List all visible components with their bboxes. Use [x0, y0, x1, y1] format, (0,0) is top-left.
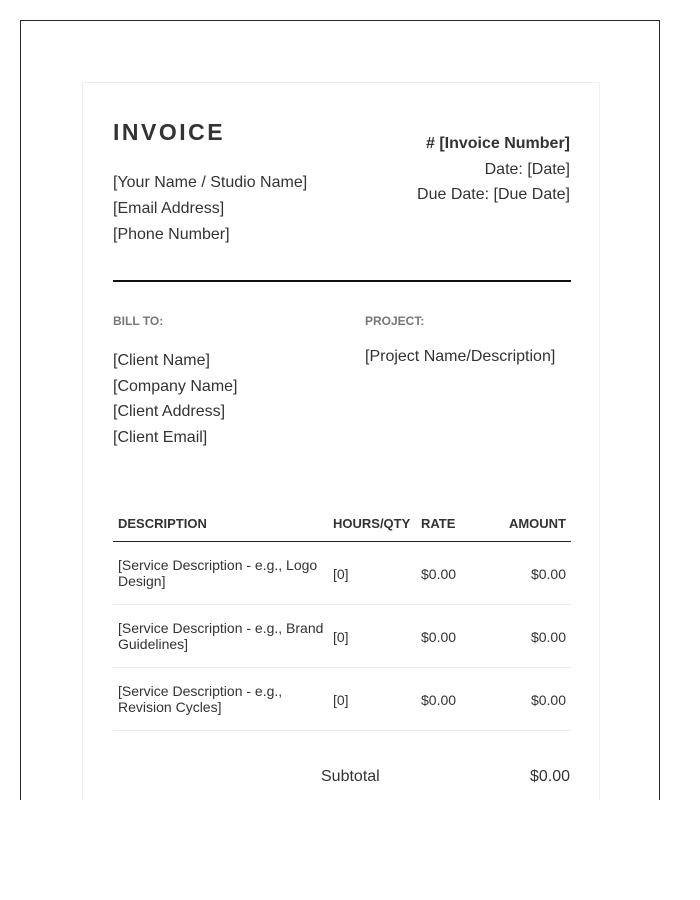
table-header: [113, 506, 571, 542]
document-frame: [20, 20, 660, 800]
row-amount: $0.00: [530, 692, 566, 708]
bill-to-details: [113, 348, 238, 451]
bill-to-label: BILL TO:: [113, 314, 164, 328]
project-description: [Project Name/Description]: [365, 348, 556, 365]
header-divider: [113, 280, 571, 282]
invoice-meta: [417, 131, 570, 208]
header-hours: HOURS/QTY: [333, 516, 411, 531]
invoice-number: # [Invoice Number]: [425, 135, 570, 152]
row-rate: $0.00: [421, 566, 457, 582]
invoice-title: INVOICE: [113, 119, 226, 145]
project-label: PROJECT:: [365, 314, 425, 328]
row-hours: [0]: [333, 629, 349, 645]
sender-email: [Email Address]: [113, 200, 225, 217]
row-rate: $0.00: [421, 629, 457, 645]
sender-phone: [Phone Number]: [113, 226, 230, 243]
row-rate: $0.00: [421, 692, 457, 708]
client-address: [Client Address]: [113, 403, 226, 421]
header-amount: AMOUNT: [508, 516, 566, 531]
header-rate: RATE: [421, 516, 456, 531]
client-name: [Client Name]: [113, 352, 210, 369]
invoice-due-date: Due Date: [Due Date]: [417, 186, 570, 203]
subtotal-label: Subtotal: [321, 768, 380, 785]
client-company: [Company Name]: [113, 377, 238, 395]
row-description: [Service Description - e.g., Logo Design]: [118, 557, 318, 589]
line-items-table: [113, 506, 571, 731]
row-hours: [0]: [333, 692, 349, 708]
table-row: [113, 542, 571, 605]
subtotal-value: $0.00: [529, 768, 570, 785]
row-description: [Service Description - e.g., Brand Guidelines]: [118, 620, 324, 652]
row-amount: $0.00: [530, 629, 566, 645]
invoice-date: Date: [Date]: [484, 160, 570, 178]
client-email: [Client Email]: [113, 429, 208, 447]
row-description: [Service Description - e.g., Revision Cycles]: [118, 683, 283, 715]
table-row: [113, 668, 571, 731]
table-row: [113, 605, 571, 668]
sender-info: [113, 170, 307, 248]
invoice-page: [82, 82, 600, 800]
row-amount: $0.00: [530, 566, 566, 582]
sender-name: [Your Name / Studio Name]: [113, 174, 308, 191]
row-hours: [0]: [333, 566, 349, 582]
header-description: DESCRIPTION: [118, 516, 207, 531]
